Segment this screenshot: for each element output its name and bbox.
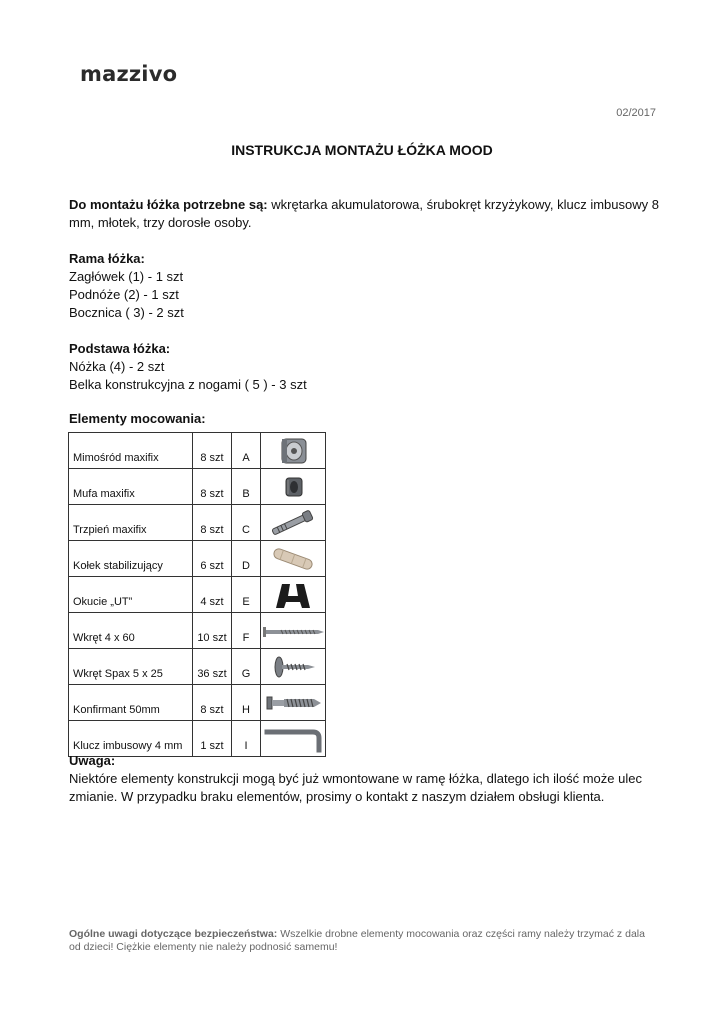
table-row bbox=[69, 541, 326, 577]
part-quantity: 8 szt bbox=[193, 469, 232, 505]
frame-item: Zagłówek (1) - 1 szt bbox=[69, 269, 184, 284]
cam-bolt-icon bbox=[265, 508, 321, 538]
safety-footer bbox=[69, 928, 659, 954]
table-row bbox=[69, 433, 326, 469]
tools-section bbox=[69, 196, 669, 232]
part-name: Trzpień maxifix bbox=[69, 505, 193, 541]
part-quantity: 6 szt bbox=[193, 541, 232, 577]
part-quantity: 10 szt bbox=[193, 613, 232, 649]
table-row bbox=[69, 613, 326, 649]
part-name: Wkręt 4 x 60 bbox=[69, 613, 193, 649]
safety-text: Wszelkie drobne elementy mocowania oraz części ramy należy trzymać z dala od dzieci! Ciężkie elementy nie należy podnosić samemu! bbox=[69, 928, 645, 953]
part-code: H bbox=[232, 685, 261, 721]
part-code: E bbox=[232, 577, 261, 613]
part-code: C bbox=[232, 505, 261, 541]
part-name: Okucie „UT” bbox=[69, 577, 193, 613]
base-item: Nóżka (4) - 2 szt bbox=[69, 359, 165, 374]
dowel-icon bbox=[265, 544, 321, 574]
brand-logo: mazzivo bbox=[80, 62, 178, 86]
table-row bbox=[69, 685, 326, 721]
part-quantity: 4 szt bbox=[193, 577, 232, 613]
page-title: INSTRUKCJA MONTAŻU ŁÓŻKA MOOD bbox=[231, 142, 493, 158]
part-image-cell bbox=[261, 505, 326, 541]
base-heading: Podstawa łóżka: bbox=[69, 341, 171, 356]
safety-label: Ogólne uwagi dotyczące bezpieczeństwa: bbox=[69, 928, 278, 940]
table-row bbox=[69, 469, 326, 505]
part-name: Klucz imbusowy 4 mm bbox=[69, 721, 193, 757]
part-quantity: 8 szt bbox=[193, 433, 232, 469]
part-image-cell bbox=[261, 577, 326, 613]
part-quantity: 8 szt bbox=[193, 685, 232, 721]
screw-icon bbox=[261, 616, 325, 646]
bracket-icon bbox=[268, 580, 318, 610]
table-row bbox=[69, 649, 326, 685]
part-name: Kołek stabilizujący bbox=[69, 541, 193, 577]
part-image-cell bbox=[261, 649, 326, 685]
part-code: D bbox=[232, 541, 261, 577]
part-quantity: 1 szt bbox=[193, 721, 232, 757]
part-image-cell bbox=[261, 469, 326, 505]
note-heading: Uwaga: bbox=[69, 753, 116, 768]
part-image-cell bbox=[261, 541, 326, 577]
frame-item: Bocznica ( 3) - 2 szt bbox=[69, 305, 184, 320]
frame-section bbox=[69, 250, 669, 322]
cam-lock-icon bbox=[268, 436, 318, 466]
note-text: Niektóre elementy konstrukcji mogą być już wmontowane w ramę łóżka, dlatego ich ilość może ulec zmianie. W przypadku braku elementów, prosimy o kontakt z naszym działem obsługi klienta. bbox=[69, 771, 642, 804]
document-date: 02/2017 bbox=[616, 107, 656, 119]
fittings-table bbox=[68, 432, 326, 757]
part-code: F bbox=[232, 613, 261, 649]
part-image-cell bbox=[261, 613, 326, 649]
sleeve-nut-icon bbox=[268, 472, 318, 502]
part-code: B bbox=[232, 469, 261, 505]
part-code: I bbox=[232, 721, 261, 757]
part-image-cell bbox=[261, 433, 326, 469]
base-item: Belka konstrukcyjna z nogami ( 5 ) - 3 szt bbox=[69, 377, 307, 392]
fittings-heading: Elementy mocowania: bbox=[69, 411, 206, 426]
part-quantity: 8 szt bbox=[193, 505, 232, 541]
table-row bbox=[69, 577, 326, 613]
part-name: Mufa maxifix bbox=[69, 469, 193, 505]
part-quantity: 36 szt bbox=[193, 649, 232, 685]
part-name: Mimośród maxifix bbox=[69, 433, 193, 469]
tools-label: Do montażu łóżka potrzebne są: bbox=[69, 197, 268, 212]
part-code: A bbox=[232, 433, 261, 469]
allen-key-icon bbox=[261, 724, 325, 754]
frame-item: Podnóże (2) - 1 szt bbox=[69, 287, 179, 302]
part-code: G bbox=[232, 649, 261, 685]
confirmat-screw-icon bbox=[263, 688, 323, 718]
part-name: Wkręt Spax 5 x 25 bbox=[69, 649, 193, 685]
table-row bbox=[69, 505, 326, 541]
fittings-section bbox=[69, 410, 669, 428]
frame-heading: Rama łóżka: bbox=[69, 251, 145, 266]
part-name: Konfirmant 50mm bbox=[69, 685, 193, 721]
base-section bbox=[69, 340, 669, 394]
part-image-cell bbox=[261, 685, 326, 721]
note-section bbox=[69, 752, 669, 806]
tools-text: wkrętarka akumulatorowa, śrubokręt krzyżykowy, klucz imbusowy 8 mm, młotek, trzy dorosłe osoby. bbox=[69, 197, 659, 230]
spax-screw-icon bbox=[265, 652, 321, 682]
